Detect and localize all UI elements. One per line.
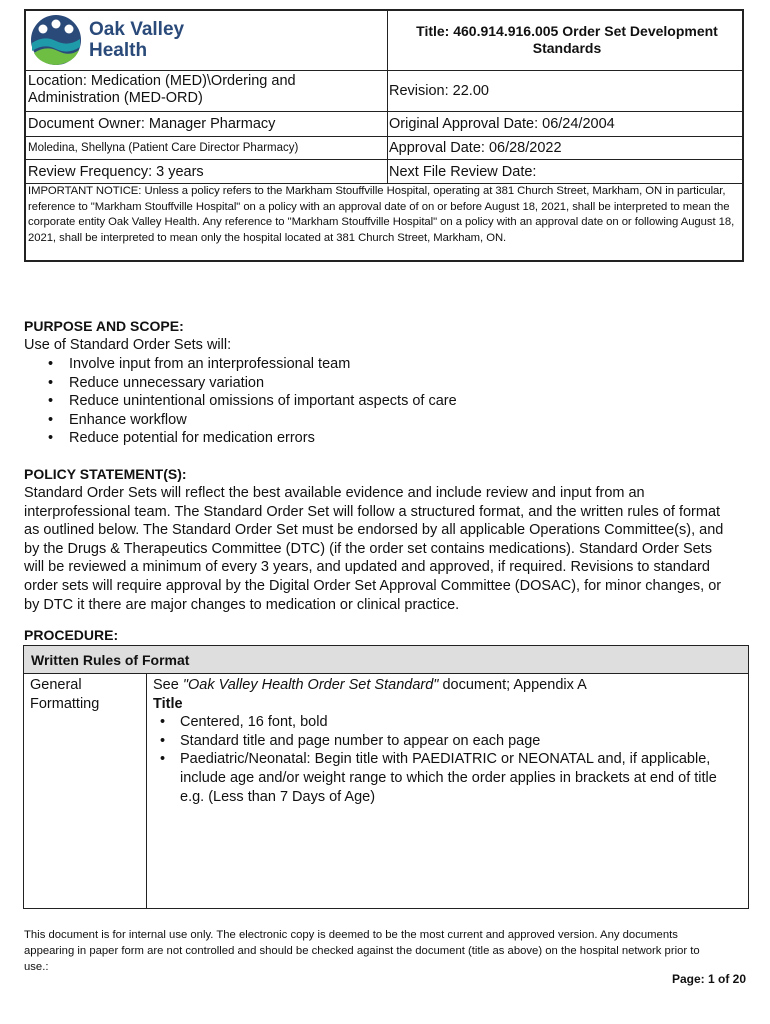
- document-title: Title: 460.914.916.005 Order Set Development Standards: [416, 23, 718, 56]
- policy-text: Standard Order Sets will reflect the best available evidence and include review and input from an interprofessional team. The Standard Order Set will follow a structured format, and the written rules of format as outlined below. The Standard Order Set must be endorsed by all applicable Operations Committee(s), and by the Drugs & Therapeutics Committee (DTC) (if the order set contains medications). Standard Order Sets will be reviewed a minimum of every 3 years, and updated and approved, if required. Revisions to standard order sets will require approval by the Digital Order Set Approval Committee (DOSAC), for minor changes, or by DTC it there are major changes to medication or clinical practice.: [24, 485, 724, 613]
- purpose-intro: Use of Standard Order Sets will:: [24, 337, 232, 353]
- column-divider: [146, 674, 147, 908]
- title-subheading: Title: [153, 695, 183, 712]
- review-frequency: Review Frequency: 3 years: [28, 164, 204, 180]
- purpose-list: [24, 355, 724, 448]
- see-suffix: document; Appendix A: [438, 677, 587, 693]
- list-item: • Reduce unintentional omissions of important aspects of care: [24, 392, 724, 411]
- next-review-date: Next File Review Date:: [389, 164, 537, 180]
- important-notice: IMPORTANT NOTICE: Unless a policy refers to the Markham Stouffville Hospital, operating at 381 Church Street, Markham, ON in particular, reference to "Markham Stouffville Hospital" on a policy with an approval date of on or before August 18, 2021, shall be interpreted to mean the corporate entity Oak Valley Health. Any reference to "Markham Stouffville Hospital" on a policy with an approval date on or following August 18, 2021, shall be interpreted to mean only the hospital located at 381 Church Street, Markham, ON.: [28, 185, 735, 244]
- purpose-heading: PURPOSE AND SCOPE:: [24, 318, 184, 334]
- policy-heading: POLICY STATEMENT(S):: [24, 466, 187, 482]
- logo-text-line2: Health: [89, 40, 148, 61]
- document-owner-field: Document Owner: Manager Pharmacy: [28, 116, 276, 132]
- revision-field: Revision: 22.00: [389, 83, 489, 99]
- see-prefix: See: [153, 677, 183, 693]
- list-item: • Involve input from an interprofessional team: [24, 355, 724, 374]
- appendix-reference: [153, 676, 743, 695]
- approval-date: Approval Date: 06/28/2022: [389, 140, 562, 156]
- procedure-heading: PROCEDURE:: [24, 627, 119, 643]
- header-divider: [26, 111, 742, 112]
- approver-field: Moledina, Shellyna (Patient Care Director Pharmacy): [28, 142, 299, 154]
- location-field: Location: Medication (MED)\Ordering and Administration (MED-ORD): [28, 73, 296, 106]
- list-item: • Centered, 16 font, bold: [153, 713, 743, 732]
- logo-icon: [30, 13, 82, 67]
- page-number: Page: 1 of 20: [671, 972, 746, 986]
- table-header: Written Rules of Format: [24, 646, 748, 674]
- header-divider: [26, 159, 742, 160]
- list-item: • Standard title and page number to appear on each page: [153, 732, 743, 751]
- header-divider: [26, 70, 742, 71]
- list-item: • Reduce potential for medication errors: [24, 429, 724, 448]
- row-label-general-formatting: General Formatting: [30, 677, 100, 712]
- footer-disclaimer: This document is for internal use only. The electronic copy is deemed to be the most current and approved version. Any documents appearing in paper form are not controlled and should be checked against the document (title as above) on the hospital network prior to use.:: [24, 929, 700, 973]
- list-item: • Enhance workflow: [24, 411, 724, 430]
- header-divider-vertical: [387, 11, 388, 183]
- original-approval-date: Original Approval Date: 06/24/2004: [389, 116, 615, 132]
- oak-valley-health-logo: [30, 13, 190, 69]
- logo-text-line1: Oak Valley: [89, 19, 185, 40]
- procedure-table: [23, 645, 749, 909]
- title-rules-list: [153, 713, 743, 806]
- header-divider: [26, 136, 742, 137]
- list-item: • Paediatric/Neonatal: Begin title with PAEDIATRIC or NEONATAL and, if applicable, include age and/or weight range to which the order applies in brackets at end of title e.g. (Less than 7 Days of Age): [153, 750, 743, 806]
- list-item: • Reduce unnecessary variation: [24, 374, 724, 393]
- order-set-standard-doc: "Oak Valley Health Order Set Standard": [182, 677, 439, 693]
- document-header-table: [24, 9, 744, 262]
- general-formatting-content: [153, 676, 743, 806]
